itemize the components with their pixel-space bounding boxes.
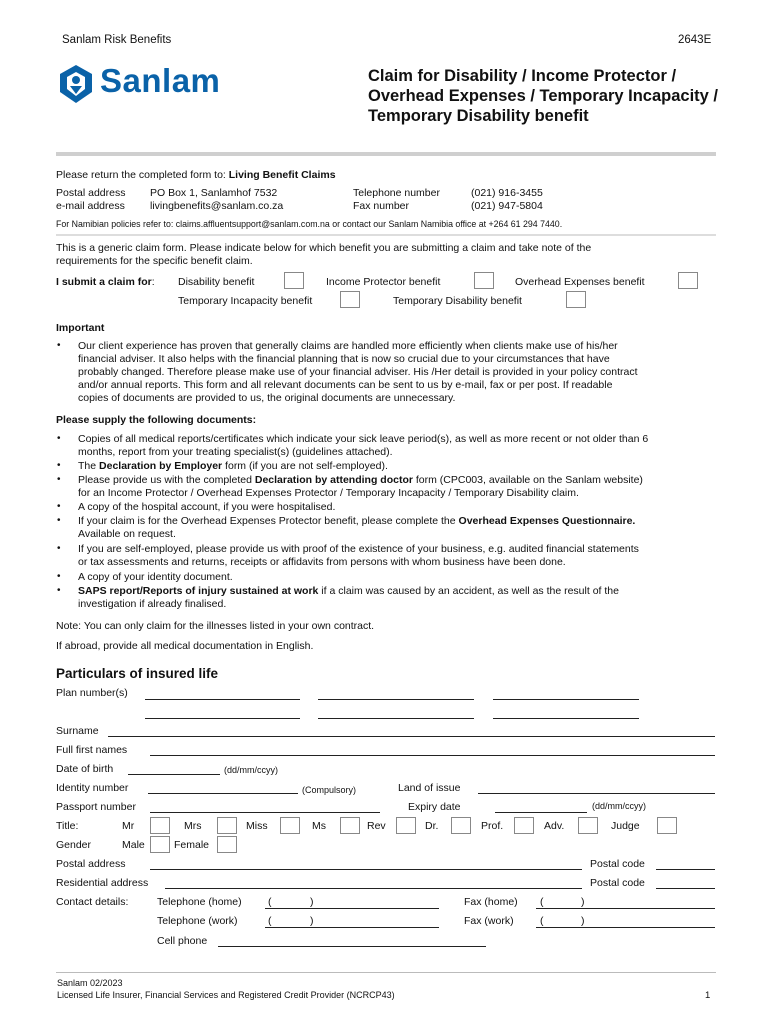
- bullet-icon: •: [57, 515, 61, 526]
- bullet-icon: •: [57, 543, 61, 554]
- fax-work-field[interactable]: [536, 927, 715, 928]
- title-adv-label: Adv.: [544, 820, 565, 832]
- option-income-protector-label: Income Protector benefit: [326, 276, 441, 288]
- generic-line-2: requirements for the specific benefit claim.: [56, 255, 253, 267]
- documents-heading: Please supply the following documents:: [56, 414, 257, 426]
- form-title: Claim for Disability / Income Protector / Overhead Expenses / Temporary Incapacity / Temporary Disability benefit: [368, 67, 719, 125]
- gender-female-checkbox[interactable]: [217, 836, 237, 853]
- bullet-icon: •: [57, 433, 61, 444]
- title-mr-checkbox[interactable]: [150, 817, 170, 834]
- fax-home-paren-close: ): [581, 896, 585, 908]
- submit-label-text: I submit a claim for: [56, 276, 152, 288]
- doc-bold: Overhead Expenses Questionnaire.: [458, 515, 636, 527]
- option-temp-incapacity-label: Temporary Incapacity benefit: [178, 295, 313, 307]
- doc-line: Available on request.: [78, 528, 176, 540]
- return-instruction: [56, 169, 336, 181]
- gender-male-label: Male: [122, 839, 145, 851]
- submit-colon: :: [151, 276, 155, 288]
- passport-label: Passport number: [56, 801, 136, 813]
- cell-phone-label: Cell phone: [157, 935, 208, 947]
- fax-work-paren-close: ): [581, 915, 585, 927]
- page-number: 1: [705, 990, 711, 1001]
- doc-bold: SAPS report/Reports of injury sustained at work: [78, 585, 319, 597]
- doc-line: months, report from your treating specialist(s) (guidelines attached).: [78, 446, 393, 458]
- doc-line: If you are self-employed, please provide us with proof of the existence of your business, e.g. audited financial statements: [78, 543, 639, 555]
- tel-work-label: Telephone (work): [157, 915, 238, 927]
- important-line: probably changed. Therefore please make use of your financial adviser. His /Her detail is provided in your policy contract: [78, 366, 638, 378]
- doc-self-employed: [78, 543, 718, 569]
- title-mrs-checkbox[interactable]: [217, 817, 237, 834]
- namibia-note: For Namibian policies refer to: claims.affluentsupport@sanlam.com.na or contact our Sanlam Namibia office at +264 61 294 7440.: [56, 219, 563, 229]
- bullet-icon: •: [57, 340, 61, 351]
- particulars-heading: Particulars of insured life: [56, 666, 219, 681]
- residential-postal-code-label: Postal code: [590, 877, 645, 889]
- doc-saps-report: [78, 585, 718, 611]
- important-line: financial adviser. It also helps with the financial planning that is now so crucial due to your circumstances that have: [78, 353, 610, 365]
- bullet-icon: •: [57, 474, 61, 485]
- important-line: copies of documents are provided to us, the original documents are unnecessary.: [78, 392, 456, 404]
- footer-divider: [56, 972, 716, 973]
- option-overhead-label: Overhead Expenses benefit: [515, 276, 645, 288]
- title-dr-checkbox[interactable]: [451, 817, 471, 834]
- important-line: and/or annual reports. This form and all relevant documents can be sent to us by e-mail, fax or per post. If readable: [78, 379, 613, 391]
- postal-code-label: Postal code: [590, 858, 645, 870]
- doc-medical-reports: [78, 433, 718, 459]
- identity-field[interactable]: [148, 793, 298, 794]
- doc-hospital-account: A copy of the hospital account, if you were hospitalised.: [78, 501, 336, 513]
- submit-label: [56, 276, 155, 288]
- footer-date: Sanlam 02/2023: [57, 978, 123, 988]
- tel-work-field[interactable]: [265, 927, 439, 928]
- title-mr-label: Mr: [122, 820, 135, 832]
- gender-female-label: Female: [174, 839, 210, 851]
- title-judge-checkbox[interactable]: [657, 817, 677, 834]
- residential-address-label: Residential address: [56, 877, 149, 889]
- important-paragraph: [78, 340, 718, 405]
- fax-label: Fax number: [353, 200, 410, 212]
- header-divider: [56, 152, 716, 156]
- important-heading: Important: [56, 322, 105, 334]
- postal-address-label: Postal address: [56, 858, 126, 870]
- plan-number-field-4[interactable]: [145, 718, 300, 719]
- fax-home-field[interactable]: [536, 908, 715, 909]
- doc-text: Please provide us with the completed: [78, 474, 255, 486]
- postal-address-field[interactable]: [150, 869, 582, 870]
- tel-work-paren-close: ): [310, 915, 314, 927]
- surname-label: Surname: [56, 725, 99, 737]
- postal-label: Postal address: [56, 187, 126, 199]
- title-rev-checkbox[interactable]: [396, 817, 416, 834]
- tel-home-field[interactable]: [265, 908, 439, 909]
- sanlam-shield-icon: [58, 64, 94, 104]
- fax-work-label: Fax (work): [464, 915, 514, 927]
- tel-label: Telephone number: [353, 187, 440, 199]
- doc-bold: Declaration by Employer: [99, 460, 223, 472]
- doc-bold: Declaration by attending doctor: [254, 474, 413, 486]
- option-disability-checkbox[interactable]: [284, 272, 304, 289]
- title-miss-label: Miss: [246, 820, 268, 832]
- land-of-issue-label: Land of issue: [398, 782, 461, 794]
- passport-field[interactable]: [150, 812, 380, 813]
- dob-label: Date of birth: [56, 763, 114, 775]
- doc-line: or tax assessments and returns, receipts or affidavits from persons with whom business have been done.: [78, 556, 566, 568]
- doc-employer-declaration: [78, 460, 718, 473]
- sanlam-logo: [58, 60, 238, 108]
- title-judge-label: Judge: [611, 820, 640, 832]
- title-adv-checkbox[interactable]: [578, 817, 598, 834]
- dob-format: (dd/mm/ccyy): [224, 765, 278, 775]
- bullet-icon: •: [57, 571, 61, 582]
- title-label: Title:: [56, 820, 79, 832]
- logo-text: Sanlam: [100, 62, 221, 99]
- first-names-label: Full first names: [56, 744, 128, 756]
- cell-phone-field[interactable]: [218, 946, 486, 947]
- title-ms-checkbox[interactable]: [340, 817, 360, 834]
- option-temp-disability-label: Temporary Disability benefit: [393, 295, 522, 307]
- tel-value: (021) 916-3455: [471, 187, 543, 199]
- doc-line: for an Income Protector / Overhead Expenses Protector / Temporary Incapacity / Temporary Disability claim.: [78, 487, 579, 499]
- fax-home-label: Fax (home): [464, 896, 518, 908]
- title-miss-checkbox[interactable]: [280, 817, 300, 834]
- fax-home-paren-open: (: [540, 896, 544, 908]
- tel-work-paren-open: (: [268, 915, 272, 927]
- bullet-icon: •: [57, 501, 61, 512]
- land-of-issue-field[interactable]: [478, 793, 715, 794]
- return-prefix: Please return the completed form to:: [56, 169, 229, 181]
- form-code: 2643E: [678, 34, 712, 46]
- abroad-text: If abroad, provide all medical documentation in English.: [56, 640, 314, 652]
- generic-line-1: This is a generic claim form. Please indicate below for which benefit you are submitting a claim and take note of the: [56, 242, 592, 254]
- plan-number-field-2[interactable]: [318, 699, 474, 700]
- option-temp-incapacity-checkbox[interactable]: [340, 291, 360, 308]
- gender-label: Gender: [56, 839, 92, 851]
- doc-text: if a claim was caused by an accident, as well as the result of the: [318, 585, 619, 597]
- dob-field[interactable]: [128, 774, 220, 775]
- return-dept: Living Benefit Claims: [228, 169, 336, 181]
- doc-text: If your claim is for the Overhead Expenses Protector benefit, please complete the: [78, 515, 459, 527]
- plan-label: Plan number(s): [56, 687, 128, 699]
- bullet-icon: •: [57, 585, 61, 596]
- tel-home-label: Telephone (home): [157, 896, 242, 908]
- doc-line: investigation if already finalised.: [78, 598, 227, 610]
- plan-number-field-1[interactable]: [145, 699, 300, 700]
- title-ms-label: Ms: [312, 820, 326, 832]
- footer-license: Licensed Life Insurer, Financial Services and Registered Credit Provider (NCRCP43): [57, 990, 395, 1000]
- surname-field[interactable]: [108, 736, 715, 737]
- title-mrs-label: Mrs: [184, 820, 202, 832]
- option-income-protector-checkbox[interactable]: [474, 272, 494, 289]
- compulsory-note: (Compulsory): [302, 785, 357, 795]
- identity-label: Identity number: [56, 782, 129, 794]
- contact-label: Contact details:: [56, 896, 129, 908]
- expiry-format: (dd/mm/ccyy): [592, 801, 646, 811]
- doc-text: form (CPC003, available on the Sanlam website): [412, 474, 643, 486]
- option-disability-label: Disability benefit: [178, 276, 255, 288]
- plan-number-field-5[interactable]: [318, 718, 474, 719]
- tel-home-paren-close: ): [310, 896, 314, 908]
- residential-address-field[interactable]: [165, 888, 582, 889]
- bullet-icon: •: [57, 460, 61, 471]
- company-name: Sanlam Risk Benefits: [62, 34, 172, 46]
- tel-home-paren-open: (: [268, 896, 272, 908]
- doc-overhead-questionnaire: [78, 515, 718, 541]
- title-rev-label: Rev: [367, 820, 386, 832]
- section-divider: [56, 234, 716, 236]
- first-names-field[interactable]: [150, 755, 715, 756]
- plan-number-field-6[interactable]: [493, 718, 639, 719]
- doc-doctor-declaration: [78, 474, 718, 500]
- doc-identity: A copy of your identity document.: [78, 571, 233, 583]
- title-prof-checkbox[interactable]: [514, 817, 534, 834]
- option-overhead-checkbox[interactable]: [678, 272, 698, 289]
- doc-text: The: [78, 460, 100, 472]
- fax-work-paren-open: (: [540, 915, 544, 927]
- postal-value: PO Box 1, Sanlamhof 7532: [150, 187, 278, 199]
- postal-code-field[interactable]: [656, 869, 715, 870]
- email-value: livingbenefits@sanlam.co.za: [150, 200, 284, 212]
- important-line: Our client experience has proven that generally claims are handled more efficiently when clients make use of his/her: [78, 340, 618, 352]
- doc-line: Copies of all medical reports/certificates which indicate your sick leave period(s), as well as more recent or not older than 6: [78, 433, 649, 445]
- option-temp-disability-checkbox[interactable]: [566, 291, 586, 308]
- title-dr-label: Dr.: [425, 820, 439, 832]
- residential-postal-code-field[interactable]: [656, 888, 715, 889]
- email-label: e-mail address: [56, 200, 125, 212]
- expiry-field[interactable]: [495, 812, 587, 813]
- note-text: Note: You can only claim for the illnesses listed in your own contract.: [56, 620, 375, 632]
- doc-text: form (if you are not self-employed).: [222, 460, 388, 472]
- fax-value: (021) 947-5804: [471, 200, 543, 212]
- plan-number-field-3[interactable]: [493, 699, 639, 700]
- expiry-label: Expiry date: [408, 801, 461, 813]
- title-prof-label: Prof.: [481, 820, 504, 832]
- gender-male-checkbox[interactable]: [150, 836, 170, 853]
